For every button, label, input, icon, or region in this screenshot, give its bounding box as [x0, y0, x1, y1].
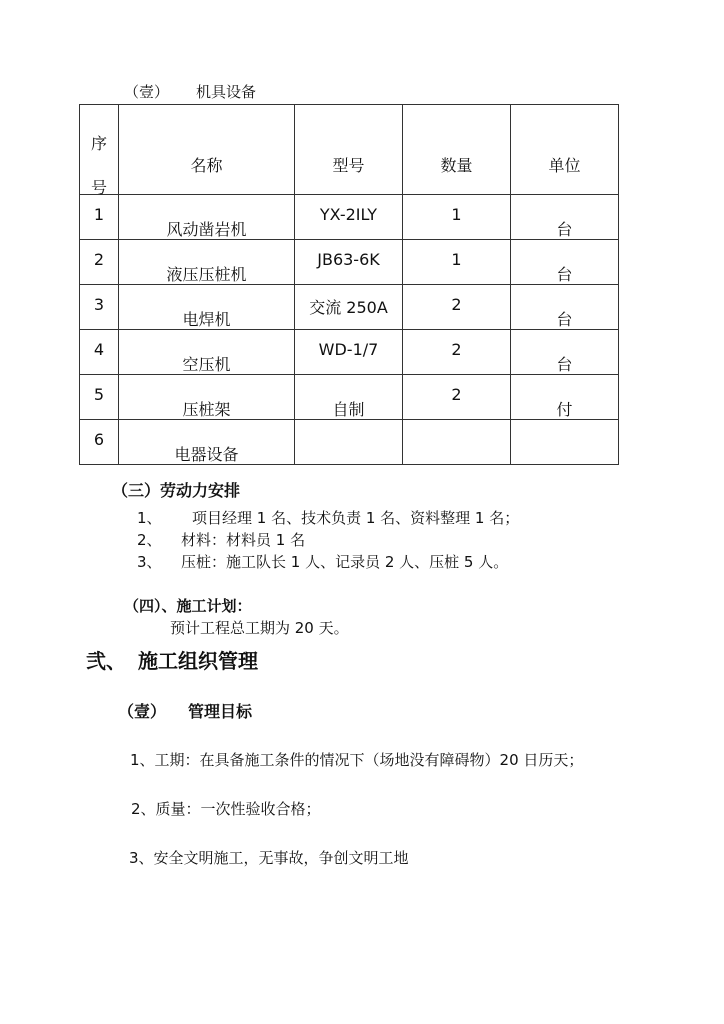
table-header-row: [80, 105, 619, 195]
cell-qty: 2: [403, 330, 511, 375]
section-title: 机具设备: [196, 83, 257, 101]
section-number: （壹）: [124, 83, 170, 101]
table-row: [80, 285, 619, 330]
cell-unit: 付: [511, 375, 619, 420]
header-unit: 单位: [511, 105, 619, 195]
table-row: [80, 375, 619, 420]
table-row: [80, 330, 619, 375]
header-model: 型号: [295, 105, 403, 195]
cell-model: 自制: [295, 375, 403, 420]
labor-item-3-text: 压桩：施工队长 1 人、记录员 2 人、压桩 5 人。: [181, 553, 509, 571]
plan-text: 预计工程总工期为 20 天。: [170, 619, 349, 637]
equipment-table: [79, 104, 619, 465]
goal-item-schedule: 1、工期：在具备施工条件的情况下（场地没有障碍物）20 日历天；: [130, 751, 584, 769]
goal-item-safety: 3、安全文明施工，无事故，争创文明工地: [129, 849, 409, 867]
header-qty: 数量: [403, 105, 511, 195]
cell-seq: 6: [80, 420, 119, 465]
cell-seq: 4: [80, 330, 119, 375]
cell-seq: 1: [80, 195, 119, 240]
cell-unit: [511, 420, 619, 465]
goals-heading-title: 管理目标: [188, 702, 253, 721]
cell-qty: 2: [403, 285, 511, 330]
cell-unit: 台: [511, 285, 619, 330]
cell-name: 液压压桩机: [119, 240, 295, 285]
cell-unit: 台: [511, 330, 619, 375]
labor-item-1-num: 1、: [137, 509, 162, 527]
cell-qty: 1: [403, 240, 511, 285]
header-seq: [80, 105, 119, 195]
cell-model: WD-1/7: [295, 330, 403, 375]
cell-name: 电器设备: [119, 420, 295, 465]
cell-name: 压桩架: [119, 375, 295, 420]
labor-item-3-num: 3、: [137, 553, 162, 571]
cell-qty: 2: [403, 375, 511, 420]
cell-name: 空压机: [119, 330, 295, 375]
labor-item-2-text: 材料：材料员 1 名: [181, 531, 306, 549]
cell-seq: 3: [80, 285, 119, 330]
cell-qty: [403, 420, 511, 465]
goal-item-quality: 2、质量：一次性验收合格；: [131, 800, 321, 818]
cell-model: [295, 420, 403, 465]
plan-heading: （四）、施工计划：: [124, 597, 252, 615]
labor-item-1-text: 项目经理 1 名、技术负责 1 名、资料整理 1 名；: [192, 509, 520, 527]
cell-seq: 5: [80, 375, 119, 420]
labor-heading: （三）劳动力安排: [112, 481, 241, 500]
table-row: [80, 195, 619, 240]
cell-unit: 台: [511, 195, 619, 240]
labor-item-2-num: 2、: [137, 531, 162, 549]
table-row: [80, 240, 619, 285]
cell-seq: 2: [80, 240, 119, 285]
header-seq-top: 序: [90, 134, 107, 153]
header-seq-bottom: 号: [90, 178, 107, 197]
cell-qty: 1: [403, 195, 511, 240]
chapter-title: 施工组织管理: [138, 649, 258, 673]
table-row: [80, 420, 619, 465]
cell-model: 交流 250A: [295, 285, 403, 330]
header-name: 名称: [119, 105, 295, 195]
chapter-number: 弐、: [86, 649, 126, 673]
goals-heading-number: （壹）: [118, 702, 167, 721]
cell-model: YX-2ILY: [295, 195, 403, 240]
cell-model: JB63-6K: [295, 240, 403, 285]
cell-name: 风动凿岩机: [119, 195, 295, 240]
cell-unit: 台: [511, 240, 619, 285]
cell-name: 电焊机: [119, 285, 295, 330]
